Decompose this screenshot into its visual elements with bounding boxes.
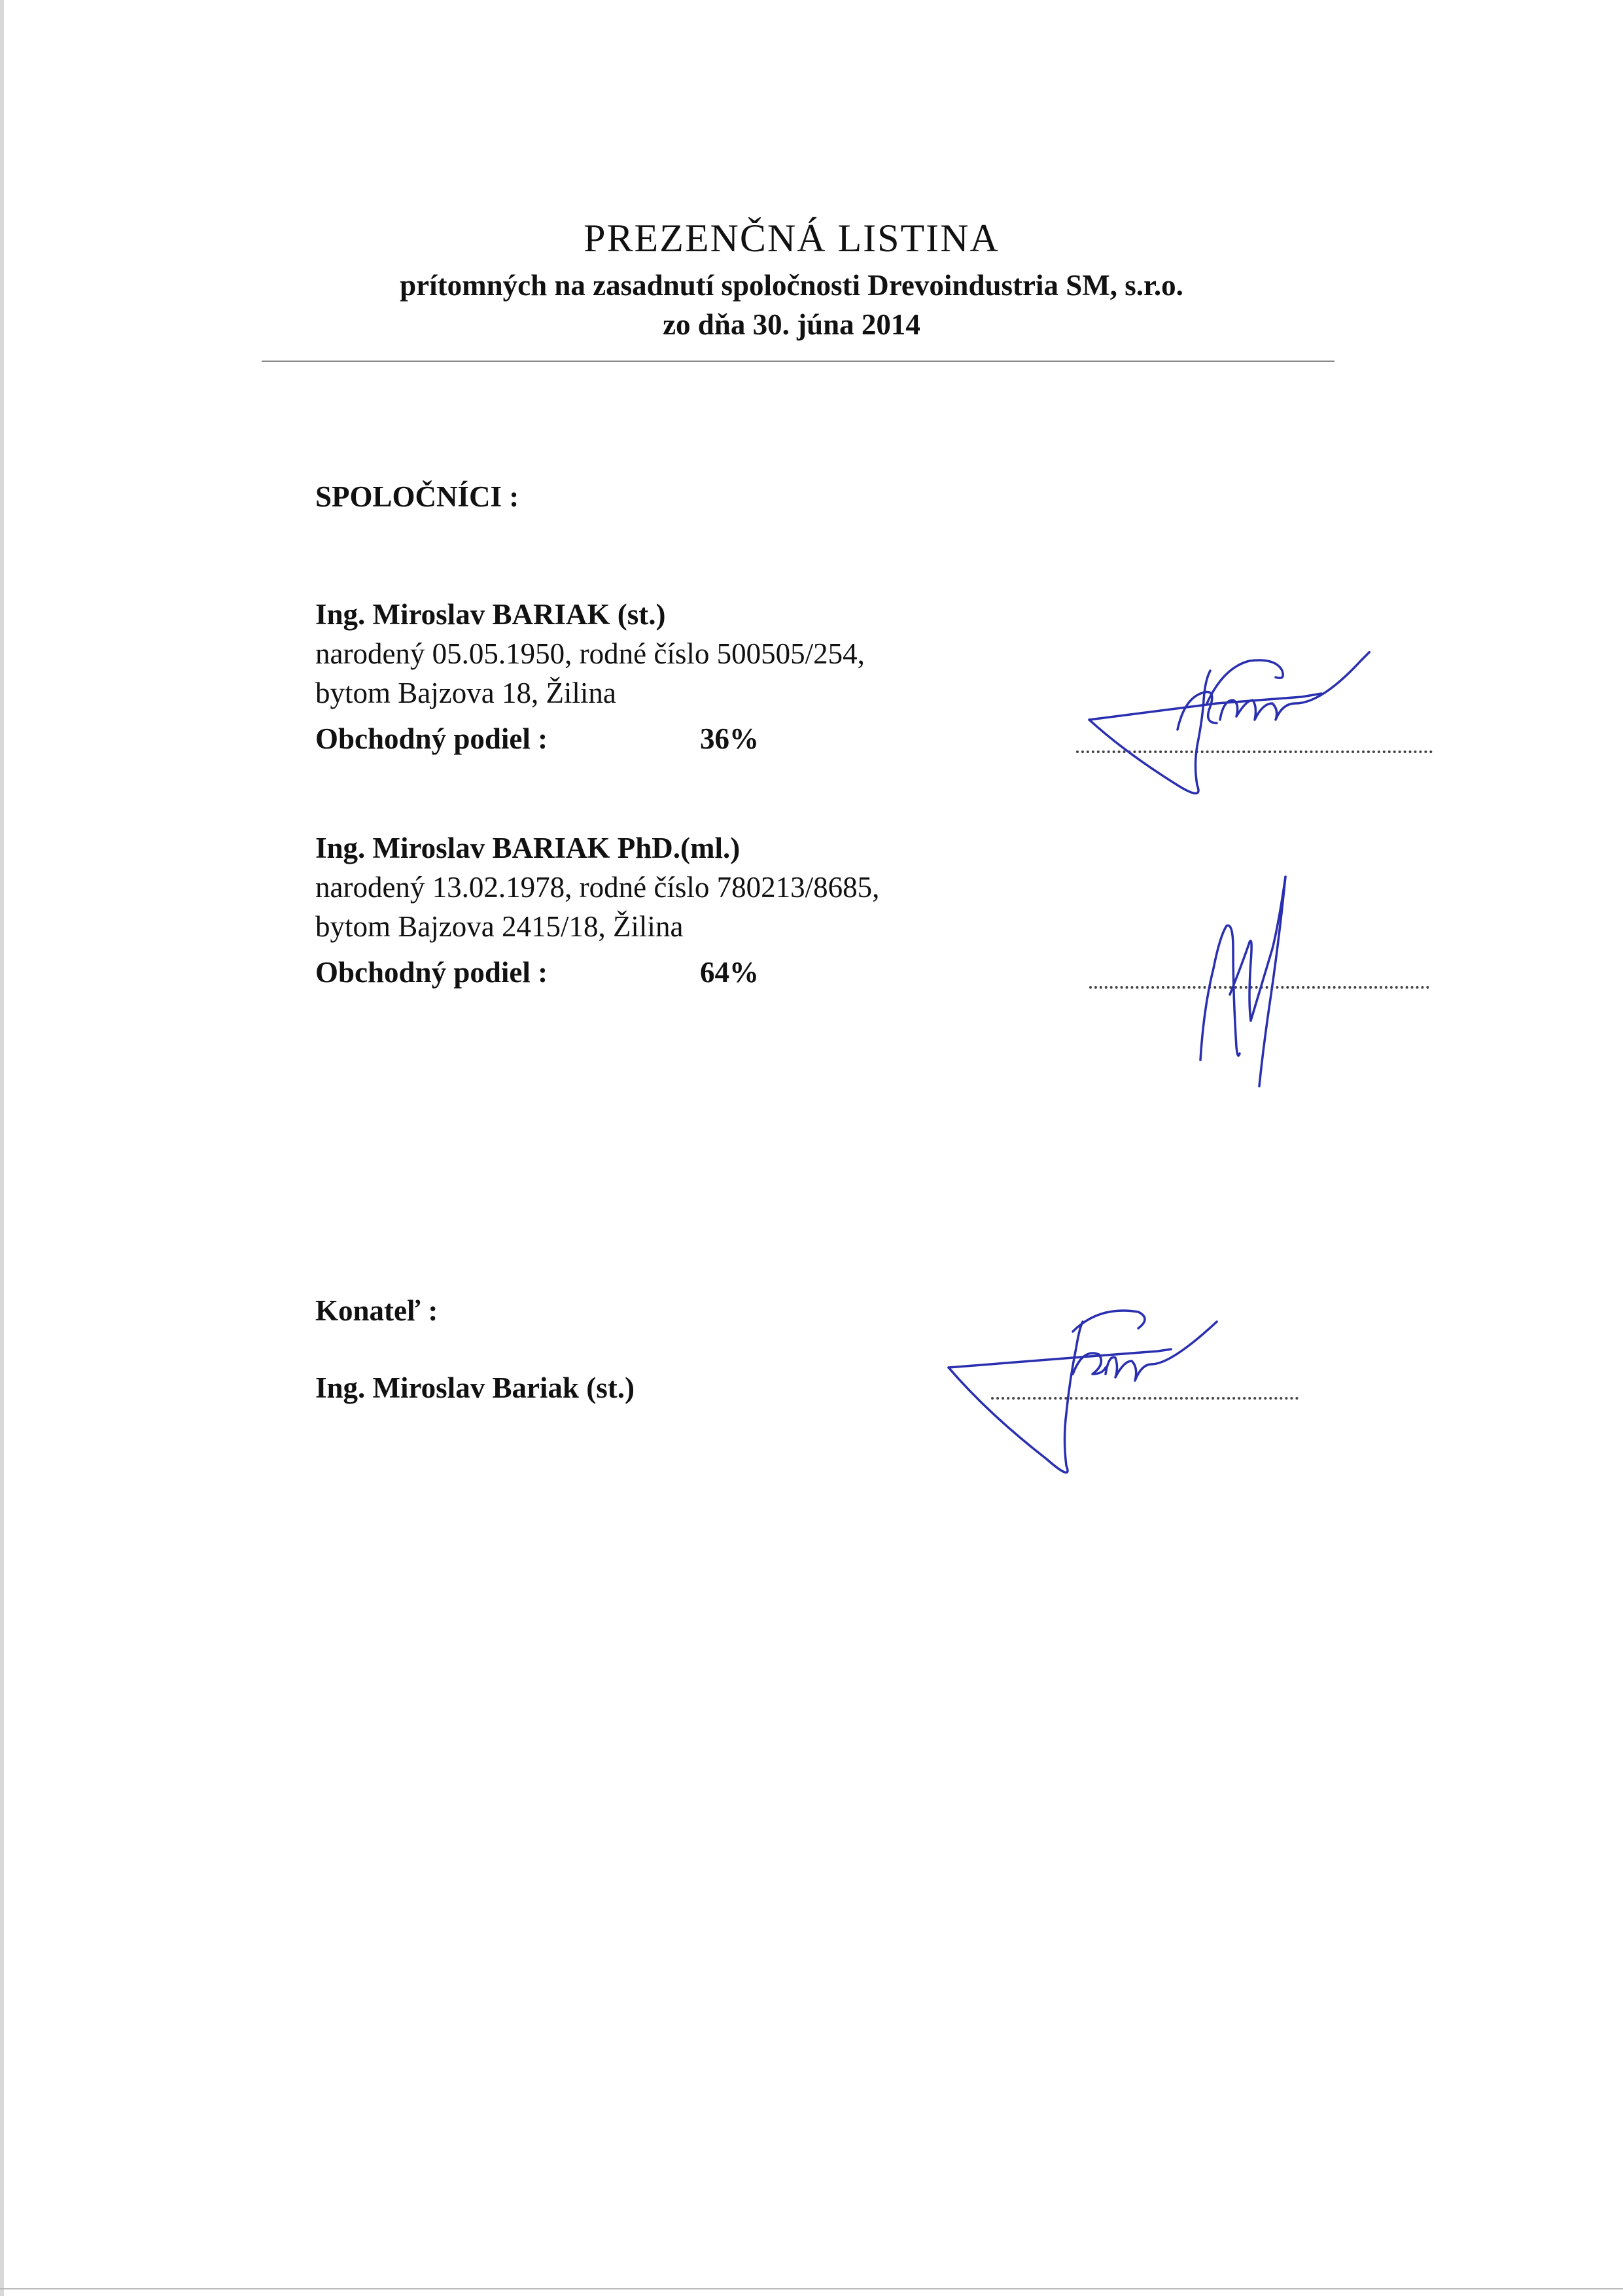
scan-edge [0, 0, 4, 2296]
partners-heading: SPOLOČNÍCI : [315, 480, 519, 513]
signature-icon [1086, 641, 1426, 824]
signature-icon [1178, 864, 1348, 1099]
executive-name: Ing. Miroslav Bariak (st.) [315, 1371, 635, 1404]
document-date: zo dňa 30. júna 2014 [663, 308, 920, 341]
signature-icon [942, 1302, 1282, 1498]
partner-address: bytom Bajzova 2415/18, Žilina [315, 910, 684, 943]
partner-address: bytom Bajzova 18, Žilina [315, 677, 616, 709]
partner-name: Ing. Miroslav BARIAK (st.) [315, 598, 666, 631]
share-value: 36% [700, 722, 759, 755]
document-title: PREZENČNÁ LISTINA [584, 217, 1000, 260]
document-subtitle: prítomných na zasadnutí spoločnosti Drevoindustria SM, s.r.o. [400, 269, 1183, 302]
page-bottom-edge [0, 2288, 1623, 2289]
share-value: 64% [700, 956, 759, 989]
share-label: Obchodný podiel : [315, 722, 548, 755]
share-label: Obchodný podiel : [315, 956, 548, 989]
executive-heading: Konateľ : [315, 1294, 438, 1327]
partner-name: Ing. Miroslav BARIAK PhD.(ml.) [315, 832, 741, 864]
partner-birth-info: narodený 13.02.1978, rodné číslo 780213/8685, [315, 871, 880, 904]
header-rule [262, 361, 1335, 362]
partner-birth-info: narodený 05.05.1950, rodné číslo 500505/254, [315, 637, 865, 670]
